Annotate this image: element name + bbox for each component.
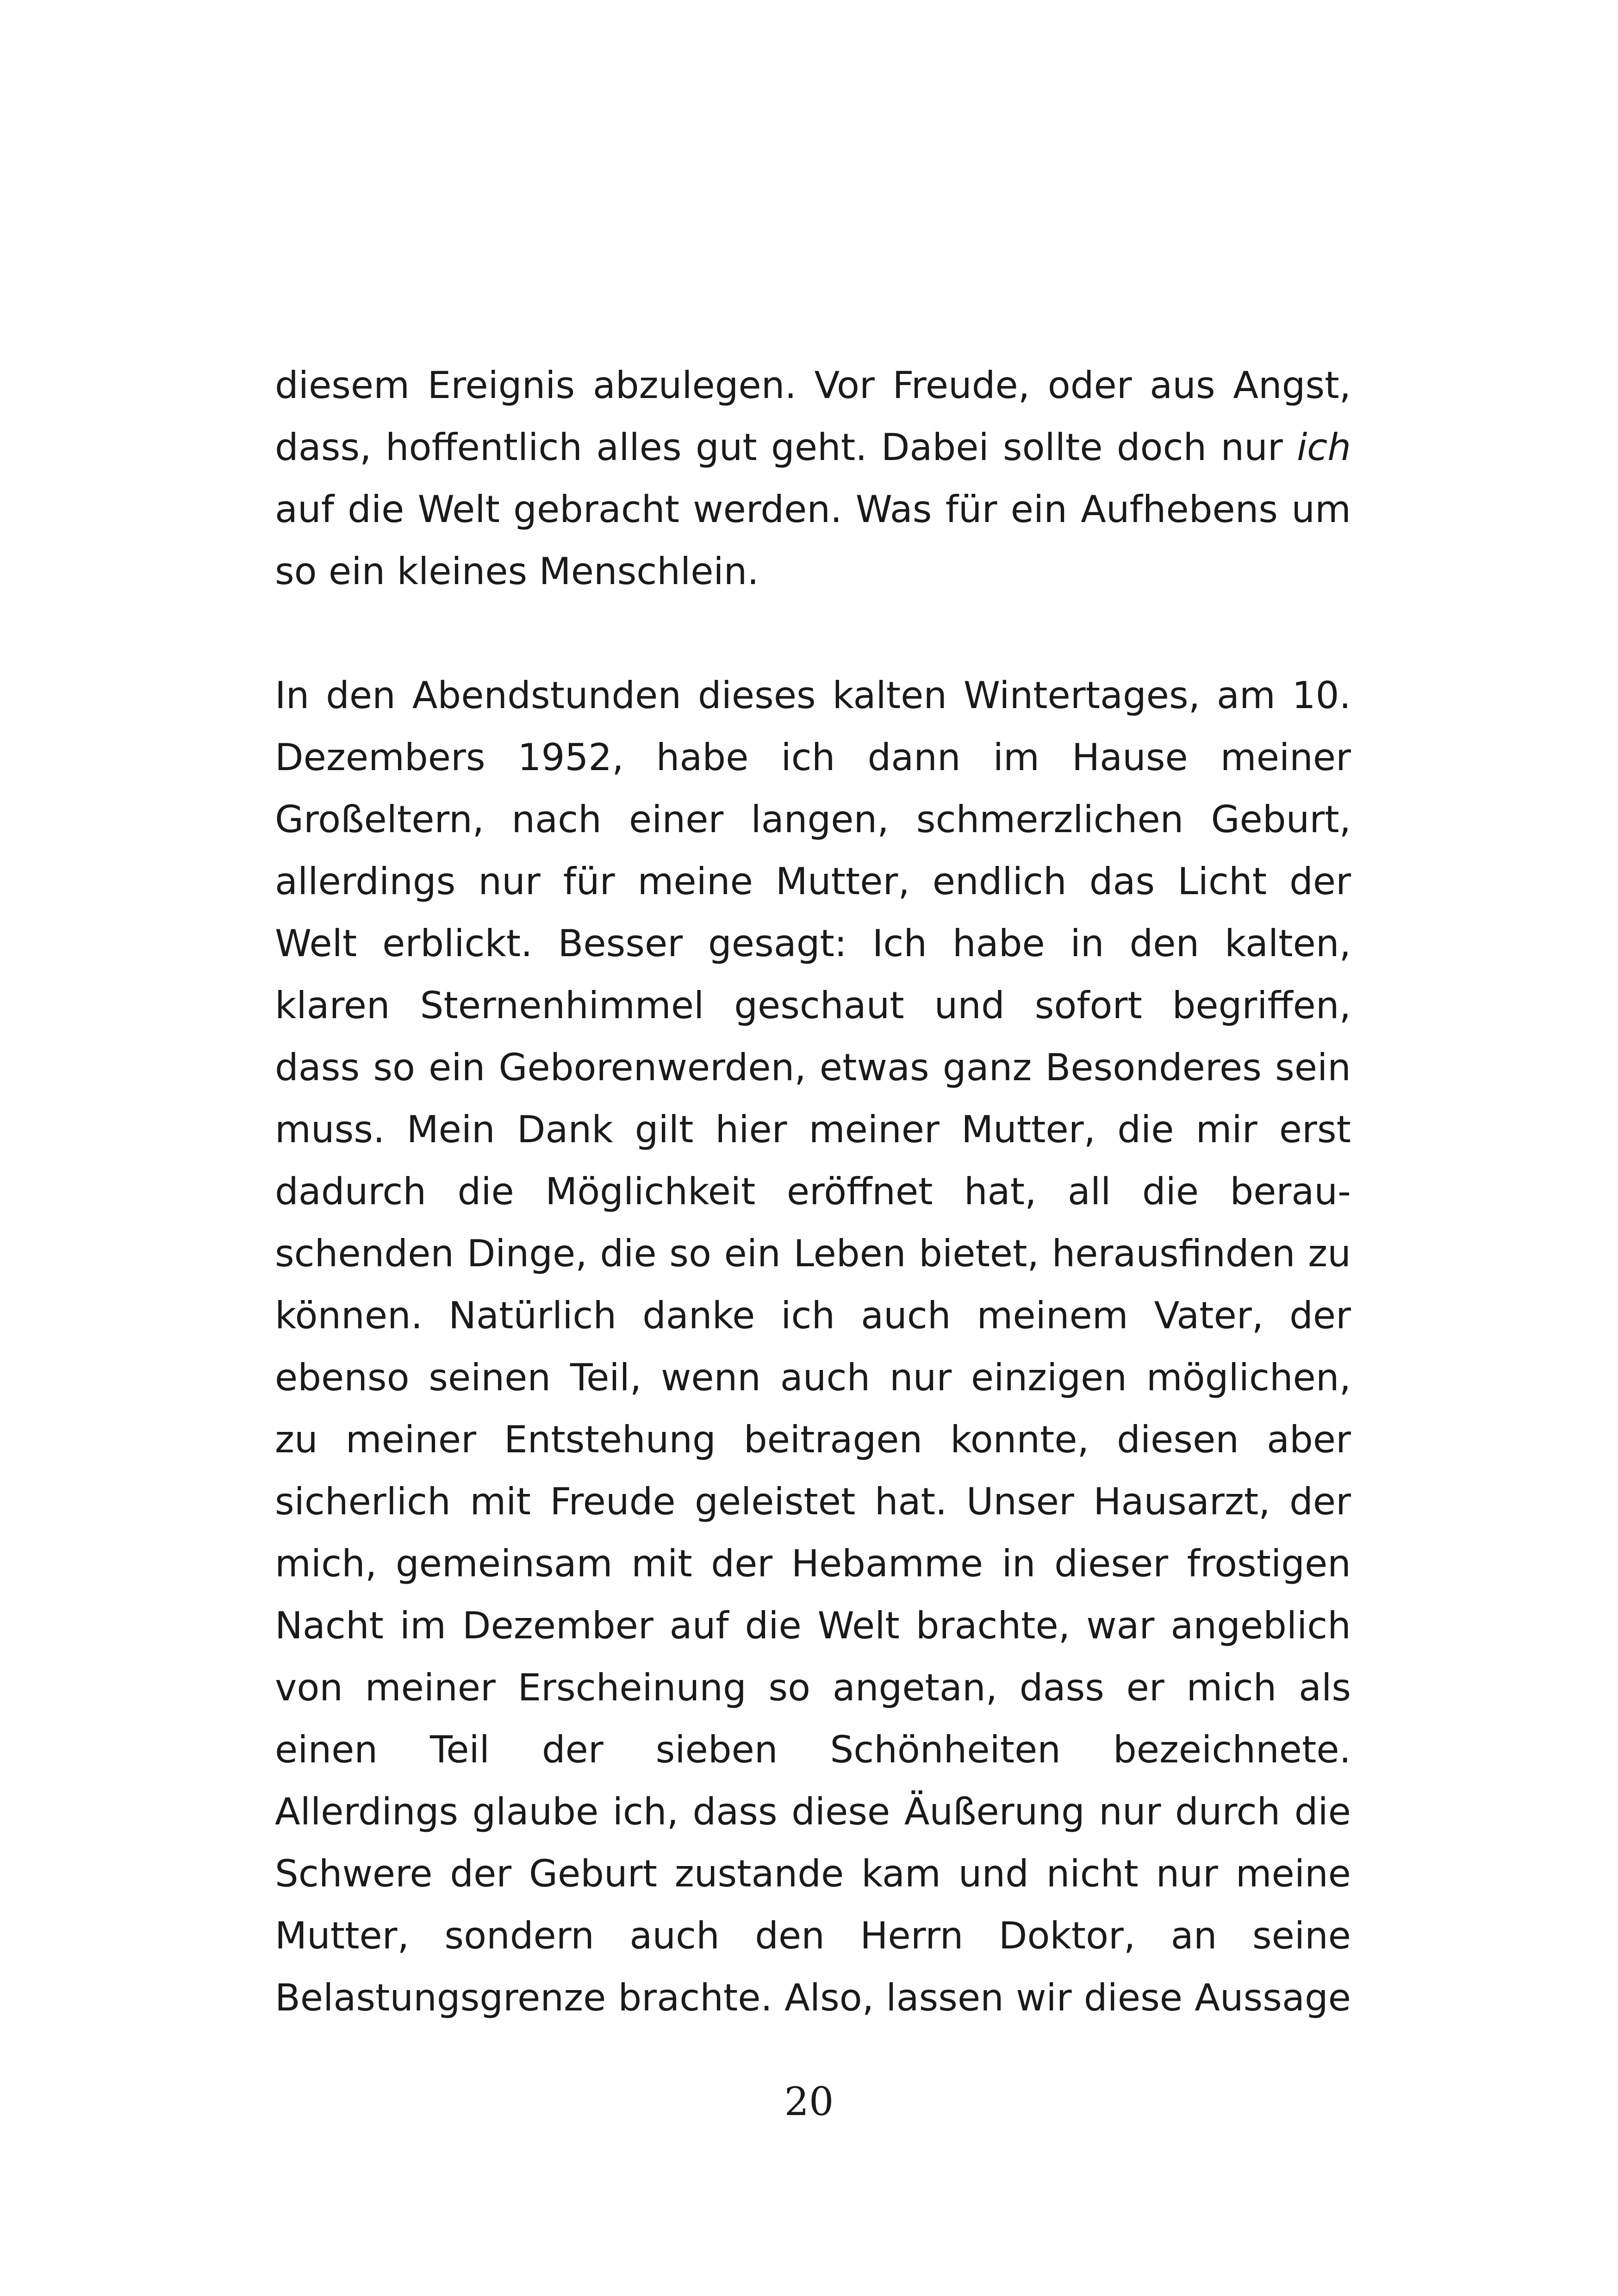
text-line: Allerdings glaube ich, dass diese Äußerung nur durch die [275, 1790, 1351, 1833]
text-segment: dass, hoffentlich alles gut geht. Dabei sollte doch nur [275, 426, 1297, 469]
emphasized-word: ich [1297, 426, 1351, 469]
text-line: Nacht im Dezember auf die Welt brachte, war angeblich [275, 1604, 1351, 1647]
text-line: diesem Ereignis abzulegen. Vor Freude, oder aus Angst, [275, 364, 1351, 407]
text-line: dass so ein Geborenwerden, etwas ganz Besonderes sein [275, 1046, 1351, 1089]
text-line: schenden Dinge, die so ein Leben bietet, herausfinden zu [275, 1232, 1351, 1275]
text-line: sicherlich mit Freude geleistet hat. Unser Hausarzt, der [275, 1480, 1351, 1523]
text-line: können. Natürlich danke ich auch meinem Vater, der [275, 1294, 1351, 1337]
text-line: einen Teil der sieben Schönheiten bezeichnete. [275, 1728, 1351, 1771]
text-line: muss. Mein Dank gilt hier meiner Mutter, die mir erst [275, 1108, 1351, 1151]
text-line: auf die Welt gebracht werden. Was für ein Aufhebens um [275, 488, 1351, 531]
text-line: allerdings nur für meine Mutter, endlich das Licht der [275, 860, 1351, 903]
text-line [275, 417, 1351, 479]
text-line: Dezembers 1952, habe ich dann im Hause meiner [275, 736, 1351, 779]
text-line: ebenso seinen Teil, wenn auch nur einzigen möglichen, [275, 1356, 1351, 1399]
text-line: Mutter, sondern auch den Herrn Doktor, an seine [275, 1914, 1351, 1957]
text-line: zu meiner Entstehung beitragen konnte, diesen aber [275, 1418, 1351, 1461]
paragraph-2 [275, 665, 1351, 2029]
text-line: dadurch die Möglichkeit eröffnet hat, all die berau- [275, 1170, 1351, 1213]
text-line: von meiner Erscheinung so angetan, dass er mich als [275, 1666, 1351, 1709]
page-number: 20 [784, 2079, 834, 2124]
text-line: mich, gemeinsam mit der Hebamme in dieser frostigen [275, 1542, 1351, 1585]
text-line: Schwere der Geburt zustande kam und nicht nur meine [275, 1852, 1351, 1895]
text-line: Belastungsgrenze brachte. Also, lassen wir diese Aussage [275, 1976, 1351, 2019]
paragraph-1 [275, 355, 1351, 603]
text-line: Welt erblickt. Besser gesagt: Ich habe in den kalten, [275, 922, 1351, 965]
text-line: so ein kleines Menschlein. [275, 550, 759, 593]
text-line: Großeltern, nach einer langen, schmerzlichen Geburt, [275, 798, 1351, 841]
text-line: klaren Sternenhimmel geschaut und sofort begriffen, [275, 984, 1351, 1027]
text-line: In den Abendstunden dieses kalten Wintertages, am 10. [275, 674, 1351, 717]
